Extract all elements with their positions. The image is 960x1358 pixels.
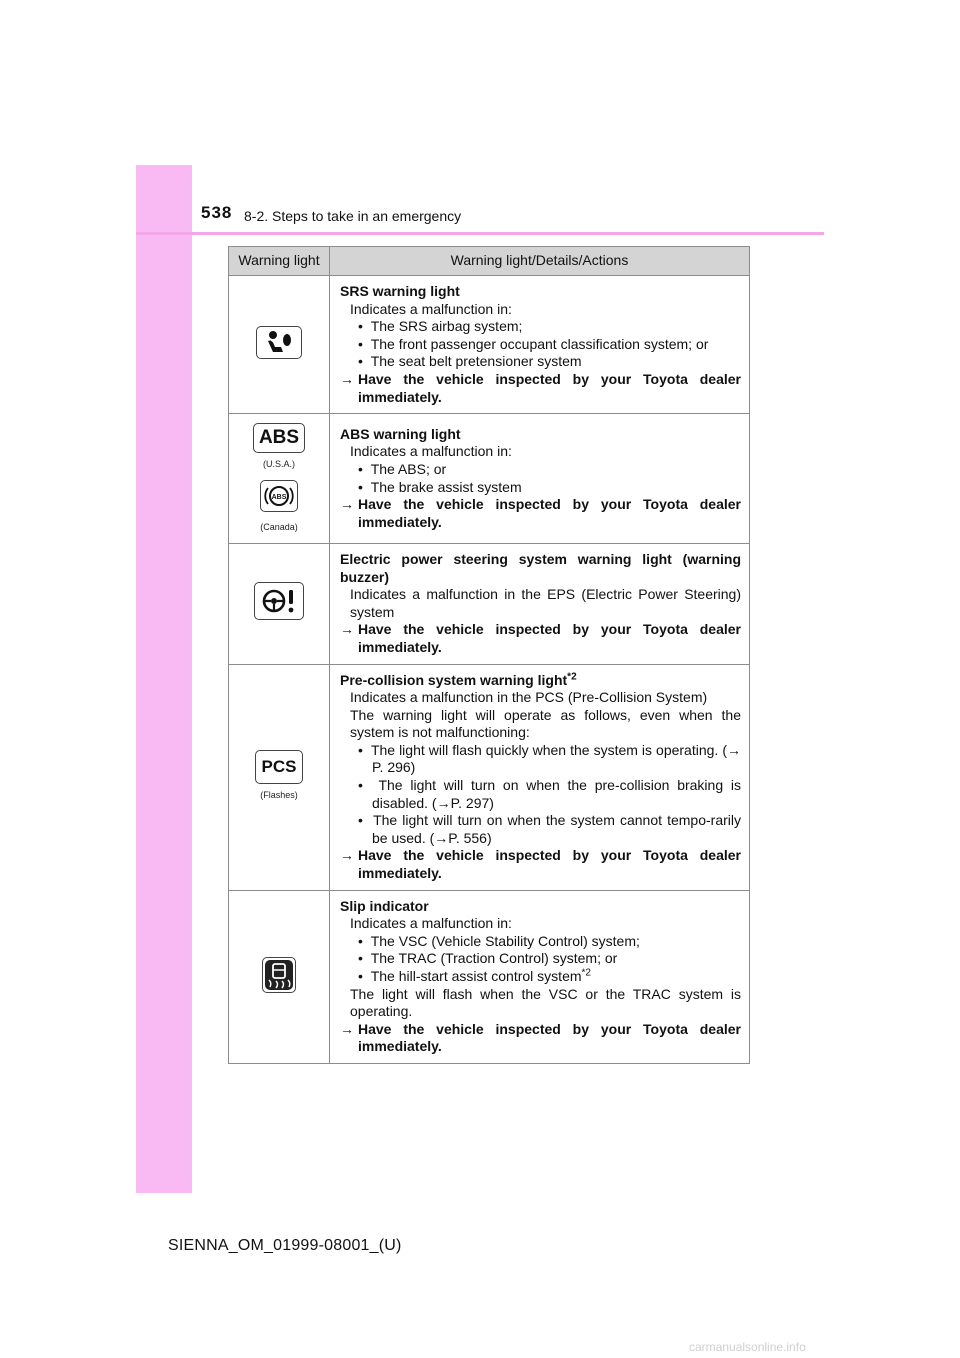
row-line: Indicates a malfunction in: — [350, 443, 512, 460]
row-title: Pre-collision system warning light$^{*2}$ — [340, 670, 577, 688]
details-cell — [330, 890, 750, 1063]
bullet-item: • The VSC (Vehicle Stability Control) system; — [358, 932, 640, 949]
bullet-item: • The light will flash quickly when the system is operating. (→P. 296) — [358, 741, 741, 776]
row-line: Indicates a malfunction in the EPS (Electric Power Steering) system — [350, 586, 741, 620]
caption-usa: (U.S.A.) — [262, 459, 295, 470]
steering-wheel-warning-icon — [254, 582, 304, 620]
header-rule — [136, 232, 824, 235]
row-line: The warning light will operate as follows, even when the system is not malfunctioning: — [350, 706, 741, 741]
icon-cell — [229, 664, 330, 890]
row-title: Electric power steering system warning light (warning buzzer) — [340, 550, 741, 585]
icon-cell — [229, 276, 330, 414]
action-text: → Have the vehicle inspected by your Toyota dealer immediately. — [340, 370, 741, 405]
section-title: 8-2. Steps to take in an emergency — [244, 208, 462, 224]
arrow-icon: → — [340, 1020, 354, 1037]
pcs-icon: PCS — [255, 750, 304, 784]
caption-flashes: (Flashes) — [260, 789, 298, 800]
action-text: → Have the vehicle inspected by your Toyota dealer immediately. — [340, 1020, 741, 1055]
action-text: → Have the vehicle inspected by your Toyota dealer immediately. — [340, 847, 741, 882]
details-cell — [330, 543, 750, 664]
arrow-icon: → — [340, 496, 354, 513]
row-note: The light will flash when the VSC or the TRAC system is operating. — [350, 985, 741, 1020]
page-ref[interactable]: P. 297 — [450, 794, 490, 811]
table-header-row — [229, 247, 750, 276]
action-text: → Have the vehicle inspected by your Toyota dealer immediately. — [340, 496, 741, 530]
table-row — [229, 276, 750, 414]
slip-indicator-icon — [262, 957, 296, 993]
page-number: 538 — [201, 203, 233, 222]
row-line: Indicates a malfunction in: — [350, 915, 512, 932]
row-line: Indicates a malfunction in the PCS (Pre-Collision System) — [350, 689, 708, 706]
row-title: SRS warning light — [340, 283, 460, 299]
side-tab-band — [136, 165, 192, 1193]
details-cell — [330, 276, 750, 414]
arrow-icon: → — [434, 829, 449, 846]
footnote-mark: *2 — [581, 967, 591, 979]
watermark: carmanualsonline.info — [689, 1340, 806, 1354]
bullet-item: • The hill-start assist control system$^{*2}$ — [358, 967, 591, 984]
page-ref[interactable]: P. 556 — [448, 829, 487, 846]
col-details: Warning light/Details/Actions — [330, 247, 750, 276]
bullet-item: • The light will turn on when the system cannot tempo-rarily be used. (→P. 556) — [358, 812, 741, 846]
arrow-icon: → — [340, 370, 354, 387]
details-cell — [330, 664, 750, 890]
page-ref[interactable]: P. 296 — [372, 759, 411, 776]
table-row — [229, 543, 750, 664]
caption-canada: (Canada) — [260, 522, 298, 533]
table-row — [229, 664, 750, 890]
bullet-item: • The TRAC (Traction Control) system; or — [358, 950, 618, 967]
footnote-mark: *2 — [567, 670, 577, 682]
icon-cell — [229, 543, 330, 664]
abs-icon: ABS — [253, 423, 305, 453]
bullet-item: • The seat belt pretensioner system — [358, 353, 582, 370]
row-title: ABS warning light — [340, 425, 461, 442]
row-title: Slip indicator — [340, 897, 429, 914]
warning-light-table — [228, 246, 750, 1064]
details-cell — [330, 414, 750, 544]
abs-canada-icon — [260, 480, 298, 512]
arrow-icon: → — [727, 741, 741, 758]
bullet-item: • The brake assist system — [358, 478, 522, 495]
row-line: Indicates a malfunction in: — [350, 300, 512, 317]
document-code: SIENNA_OM_01999-08001_(U) — [168, 1237, 402, 1254]
bullet-item: • The ABS; or — [358, 460, 447, 477]
table-row — [229, 414, 750, 544]
bullet-item: • The light will turn on when the pre-collision braking is disabled. (→P. 297) — [358, 777, 741, 811]
icon-cell — [229, 414, 330, 544]
col-warning-light: Warning light — [229, 247, 330, 276]
icon-cell — [229, 890, 330, 1063]
table-row — [229, 890, 750, 1063]
action-text: → Have the vehicle inspected by your Toyota dealer immediately. — [340, 621, 741, 655]
bullet-item: • The front passenger occupant classification system; or — [358, 335, 709, 352]
svg-text:ABS: ABS — [271, 493, 287, 501]
arrow-icon: → — [340, 847, 354, 864]
arrow-icon: → — [340, 621, 354, 638]
airbag-seat-icon — [256, 326, 302, 359]
arrow-icon: → — [436, 794, 451, 811]
bullet-item: • The SRS airbag system; — [358, 318, 523, 335]
